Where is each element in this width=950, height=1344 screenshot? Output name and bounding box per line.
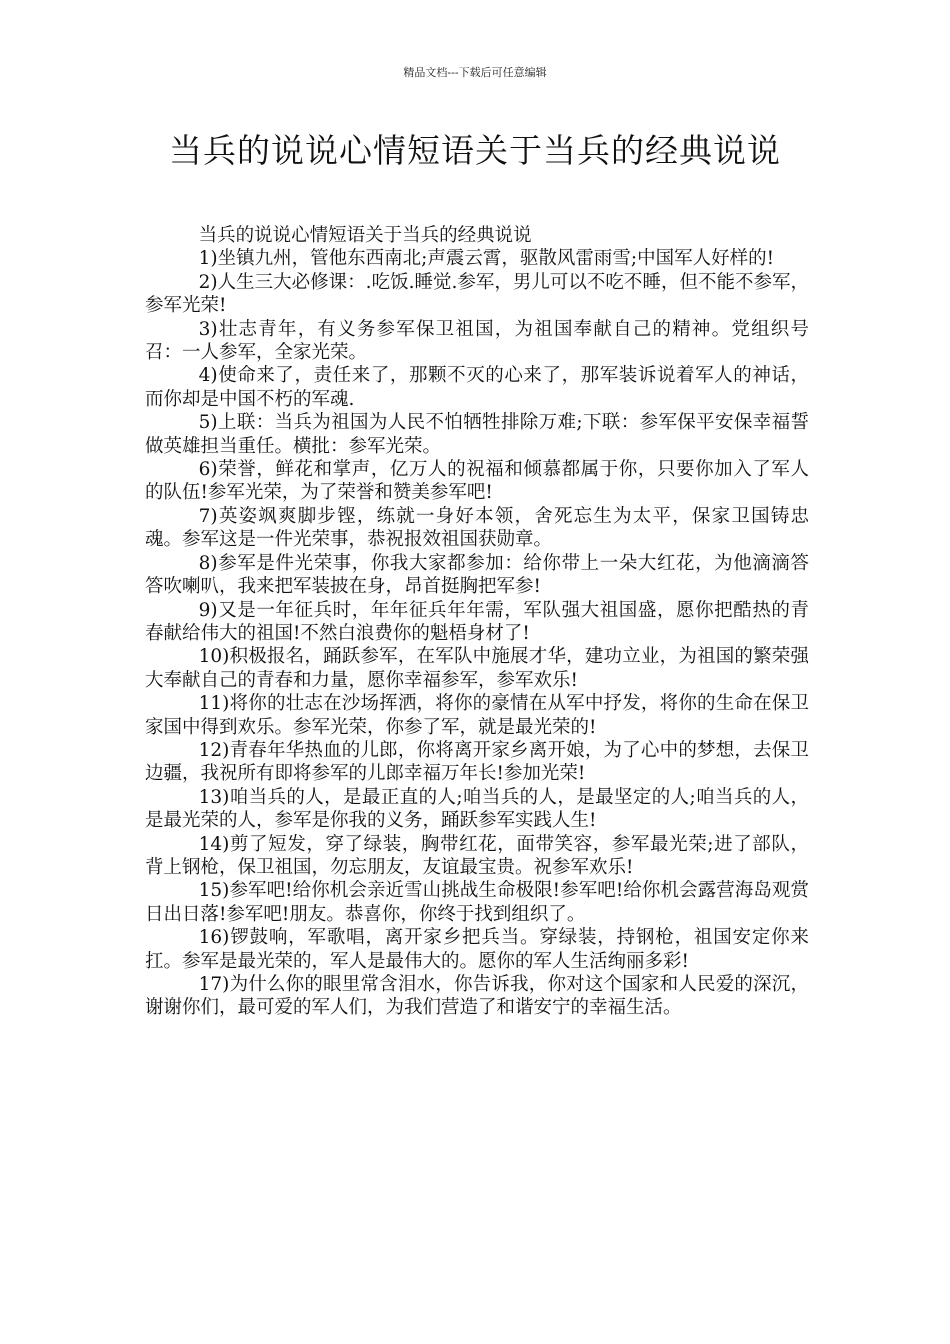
paragraph-6: 6)荣誉，鲜花和掌声，亿万人的祝福和倾慕都属于你，只要你加入了军人的队伍!参军光荣，为了荣誉和赞美参军吧! (145, 459, 809, 504)
paragraph-1: 1)坐镇九州，管他东西南北;声震云霄，驱散风雷雨雪;中国军人好样的! (198, 248, 775, 270)
paragraph-2: 2)人生三大必修课：.吃饭.睡觉.参军，男儿可以不吃不睡，但不能不参军，参军光荣! (145, 271, 809, 317)
paragraph-3: 3)壮志青年，有义务参军保卫祖国，为祖国奉献自己的精神。党组织号召：一人参军，全家光荣。 (145, 318, 809, 364)
paragraph-12: 12)青春年华热血的儿郎，你将离开家乡离开娘，为了心中的梦想，去保卫边疆，我祝所有即将参军的儿郎幸福万年长!参加光荣! (145, 739, 809, 785)
paragraph-10: 10)积极报名，踊跃参军，在军队中施展才华，建功立业，为祖国的繁荣强大奉献自己的青春和力量，愿你幸福参军，参军欢乐! (145, 646, 809, 691)
paragraph-4: 4)使命来了，责任来了，那颗不灭的心来了，那军装诉说着军人的神话，而你却是中国不朽的军魂. (145, 365, 809, 410)
paragraph-16: 16)锣鼓响，军歌唱，离开家乡把兵当。穿绿装，持钢枪，祖国安定你来扛。参军是最光荣的，军人是最伟大的。愿你的军人生活绚丽多彩! (145, 927, 809, 972)
page-header-note: 精品文档---下载后可任意编辑 (403, 66, 547, 79)
document-body (145, 224, 809, 1020)
paragraph-14: 14)剪了短发，穿了绿装，胸带红花，面带笑容，参军最光荣;进了部队，背上钢枪，保卫祖国，勿忘朋友，友谊最宝贵。祝参军欢乐! (145, 833, 809, 878)
paragraph-7: 7)英姿飒爽脚步铿，练就一身好本领，舍死忘生为太平，保家卫国铸忠魂。参军这是一件光荣事，恭祝报效祖国获勋章。 (145, 505, 809, 551)
paragraph-15: 15)参军吧!给你机会亲近雪山挑战生命极限!参军吧!给你机会露营海岛观赏日出日落!参军吧!朋友。恭喜你，你终于找到组织了。 (145, 880, 809, 925)
document-title: 当兵的说说心情短语关于当兵的经典说说 (169, 131, 781, 170)
paragraph-8: 8)参军是件光荣事，你我大家都参加：给你带上一朵大红花，为他滴滴答答吹喇叭，我来把军装披在身，昂首挺胸把军参! (145, 552, 809, 598)
paragraph-17: 17)为什么你的眼里常含泪水，你告诉我，你对这个国家和人民爱的深沉，谢谢你们，最可爱的军人们，为我们营造了和谐安宁的幸福生活。 (145, 974, 809, 1019)
paragraph-9: 9)又是一年征兵时，年年征兵年年需，军队强大祖国盛，愿你把酷热的青春献给伟大的祖国!不然白浪费你的魁梧身材了! (145, 599, 809, 644)
intro-paragraph: 当兵的说说心情短语关于当兵的经典说说 (198, 225, 532, 246)
paragraph-5: 5)上联：当兵为祖国为人民不怕牺牲排除万难;下联：参军保平安保幸福誓做英雄担当重任。横批：参军光荣。 (145, 412, 809, 457)
paragraph-11: 11)将你的壮志在沙场挥洒，将你的豪情在从军中抒发，将你的生命在保卫家国中得到欢乐。参军光荣，你参了军，就是最光荣的! (145, 693, 809, 738)
paragraph-13: 13)咱当兵的人，是最正直的人;咱当兵的人，是最坚定的人;咱当兵的人，是最光荣的人，参军是你我的义务，踊跃参军实践人生! (145, 786, 809, 832)
